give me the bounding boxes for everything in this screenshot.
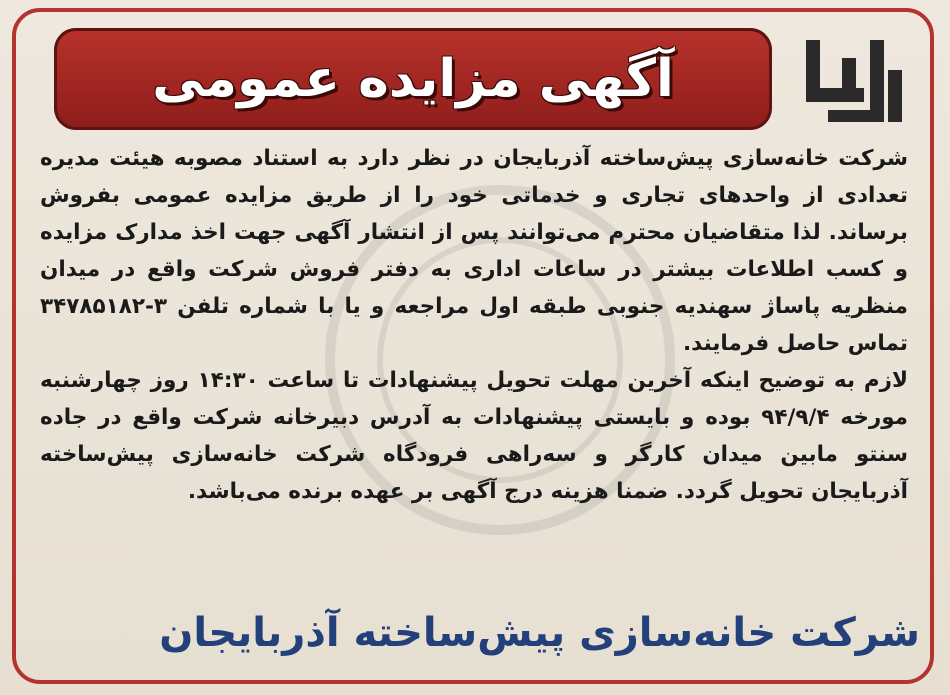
page-title: آگهی مزایده عمومی bbox=[152, 49, 674, 109]
company-signature: شرکت خانه‌سازی پیش‌ساخته آذربایجان bbox=[159, 610, 920, 656]
notice-title-banner bbox=[54, 28, 772, 130]
notice-paragraph-2: لازم به توضیح اینکه آخرین مهلت تحویل پیشنهادات تا ساعت ۱۴:۳۰ روز چهارشنبه مورخه ۹۴/۹/۴ بوده و بایستی پیشنهادات به آدرس دبیرخانه شرکت واقع در جاده سنتو مابین میدان کارگر و سه‌راهی فرودگاه شرکت خانه‌سازی پیش‌ساخته آذربایجان تحویل گردد. ضمنا هزینه درج آگهی بر عهده برنده می‌باشد. bbox=[40, 368, 908, 504]
notice-paragraph-1: شرکت خانه‌سازی پیش‌ساخته آذربایجان در نظر دارد به استناد مصوبه هیئت مدیره تعدادی از واحدهای تجاری و خدماتی خود را از طریق مزایده عمومی بفروش برساند. لذا متقاضیان محترم می‌توانند پس از انتشار آگهی جهت اخذ مدارک مزایده و کسب اطلاعات بیشتر در ساعات اداری به دفتر فروش شرکت واقع در میدان منظریه پاساژ سهندیه جنوبی طبقه اول مراجعه و یا با شماره تلفن ۳-۳۴۷۸۵۱۸۲ تماس حاصل فرمایند. bbox=[40, 146, 908, 356]
company-logo-icon bbox=[798, 30, 908, 130]
notice-body bbox=[40, 140, 908, 510]
